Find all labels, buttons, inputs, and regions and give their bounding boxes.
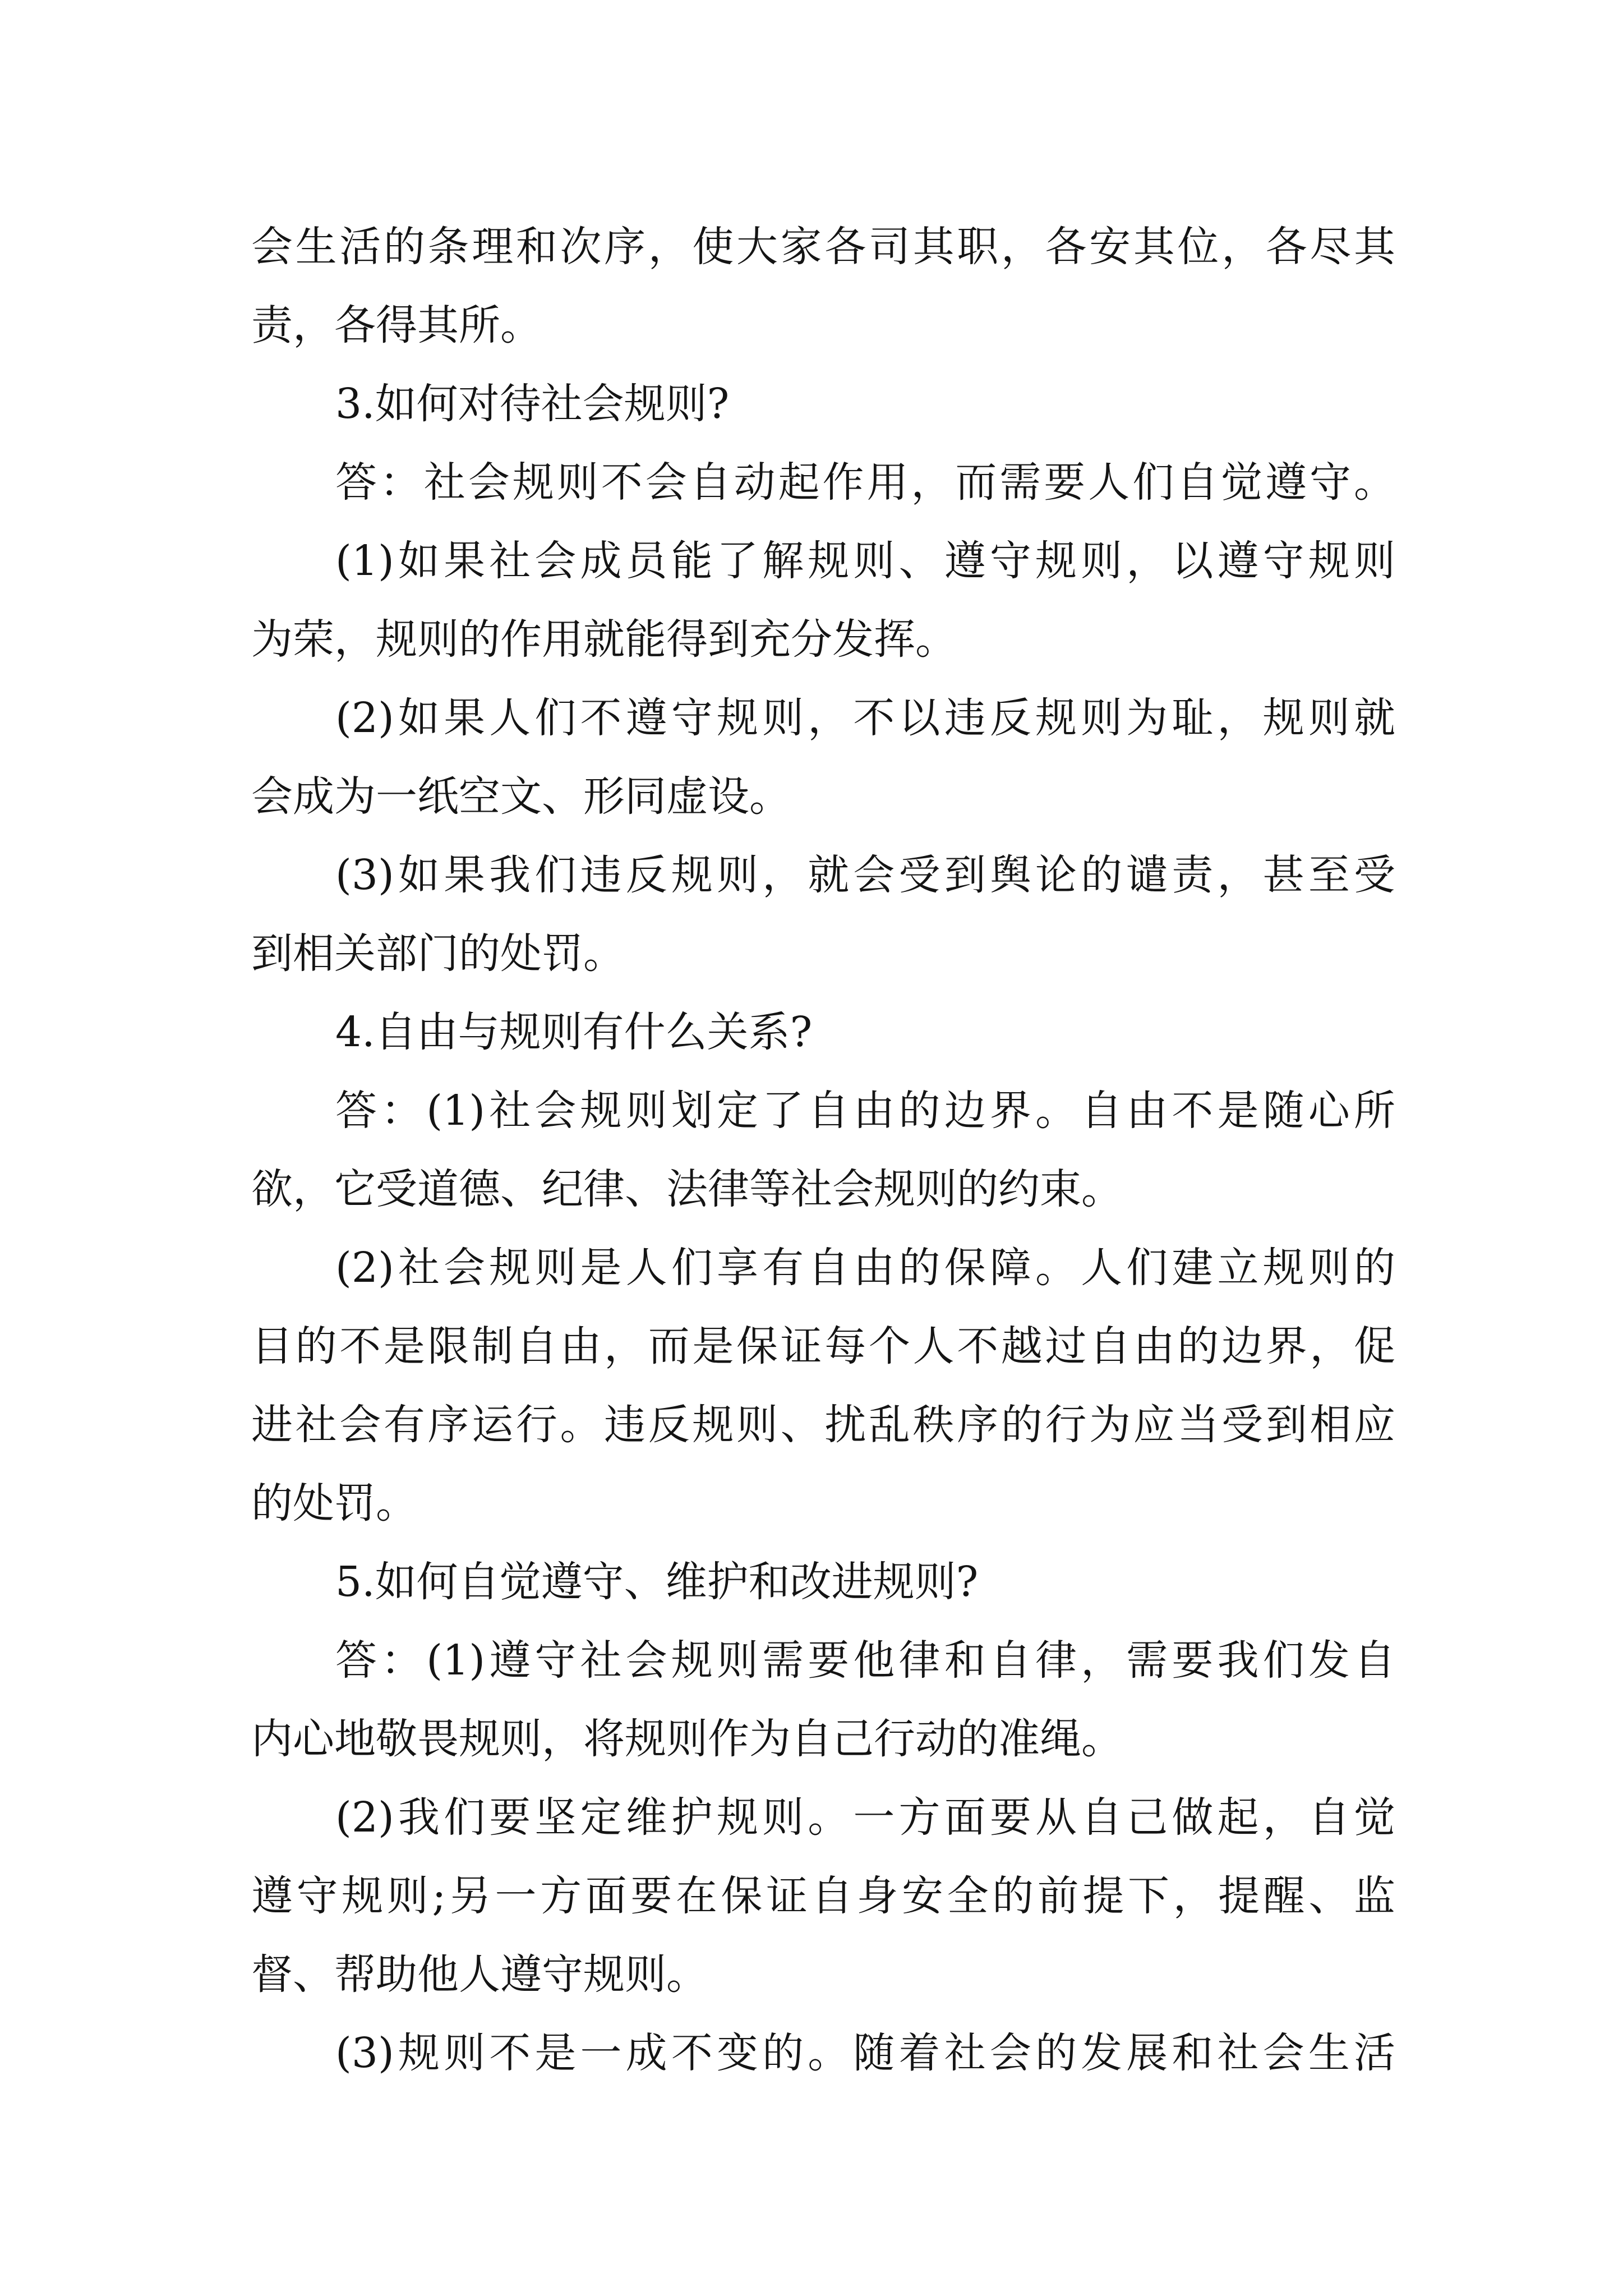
- text-line-23: 督、帮助他人遵守规则。: [251, 1950, 708, 1999]
- answer-3-point-1: (1)如果社会成员能了解规则、遵守规则，以遵守规则: [335, 537, 1395, 585]
- answer-4-point-2: (2)社会规则是人们享有自由的保障。人们建立规则的: [335, 1244, 1395, 1292]
- answer-3-point-3: (3)如果我们违反规则，就会受到舆论的谴责，甚至受: [335, 851, 1395, 899]
- text-line-1: 会生活的条理和次序，使大家各司其职，各安其位，各尽其: [251, 223, 1395, 271]
- text-line-22: 遵守规则;另一方面要在保证自身安全的前提下，提醒、监: [251, 1872, 1395, 1920]
- text-line-17: 的处罚。: [251, 1479, 417, 1527]
- question-3-heading: 3.如何对待社会规则?: [335, 380, 730, 428]
- text-line-2: 责，各得其所。: [251, 301, 542, 349]
- question-5-heading: 5.如何自觉遵守、维护和改进规则?: [335, 1558, 979, 1606]
- answer-5-point-1: 答：(1)遵守社会规则需要他律和自律，需要我们发自: [335, 1636, 1395, 1685]
- answer-4-point-1: 答：(1)社会规则划定了自由的边界。自由不是随心所: [335, 1087, 1395, 1135]
- text-line-8: 会成为一纸空文、形同虚设。: [251, 772, 791, 821]
- text-line-15: 目的不是限制自由，而是保证每个人不越过自由的边界，促: [251, 1322, 1395, 1370]
- text-line-20: 内心地敬畏规则，将规则作为自己行动的准绳。: [251, 1715, 1123, 1763]
- text-line-10: 到相关部门的处罚。: [251, 930, 625, 978]
- text-line-16: 进社会有序运行。违反规则、扰乱秩序的行为应当受到相应: [251, 1401, 1395, 1449]
- answer-3-point-2: (2)如果人们不遵守规则，不以违反规则为耻，规则就: [335, 694, 1395, 742]
- question-4-heading: 4.自由与规则有什么关系?: [335, 1008, 813, 1056]
- text-line-6: 为荣，规则的作用就能得到充分发挥。: [251, 615, 957, 664]
- answer-3-intro: 答：社会规则不会自动起作用，而需要人们自觉遵守。: [335, 458, 1395, 507]
- text-line-13: 欲，它受道德、纪律、法律等社会规则的约束。: [251, 1165, 1123, 1213]
- answer-5-point-3: (3)规则不是一成不变的。随着社会的发展和社会生活: [335, 2029, 1395, 2077]
- answer-5-point-2: (2)我们要坚定维护规则。一方面要从自己做起，自觉: [335, 1793, 1395, 1842]
